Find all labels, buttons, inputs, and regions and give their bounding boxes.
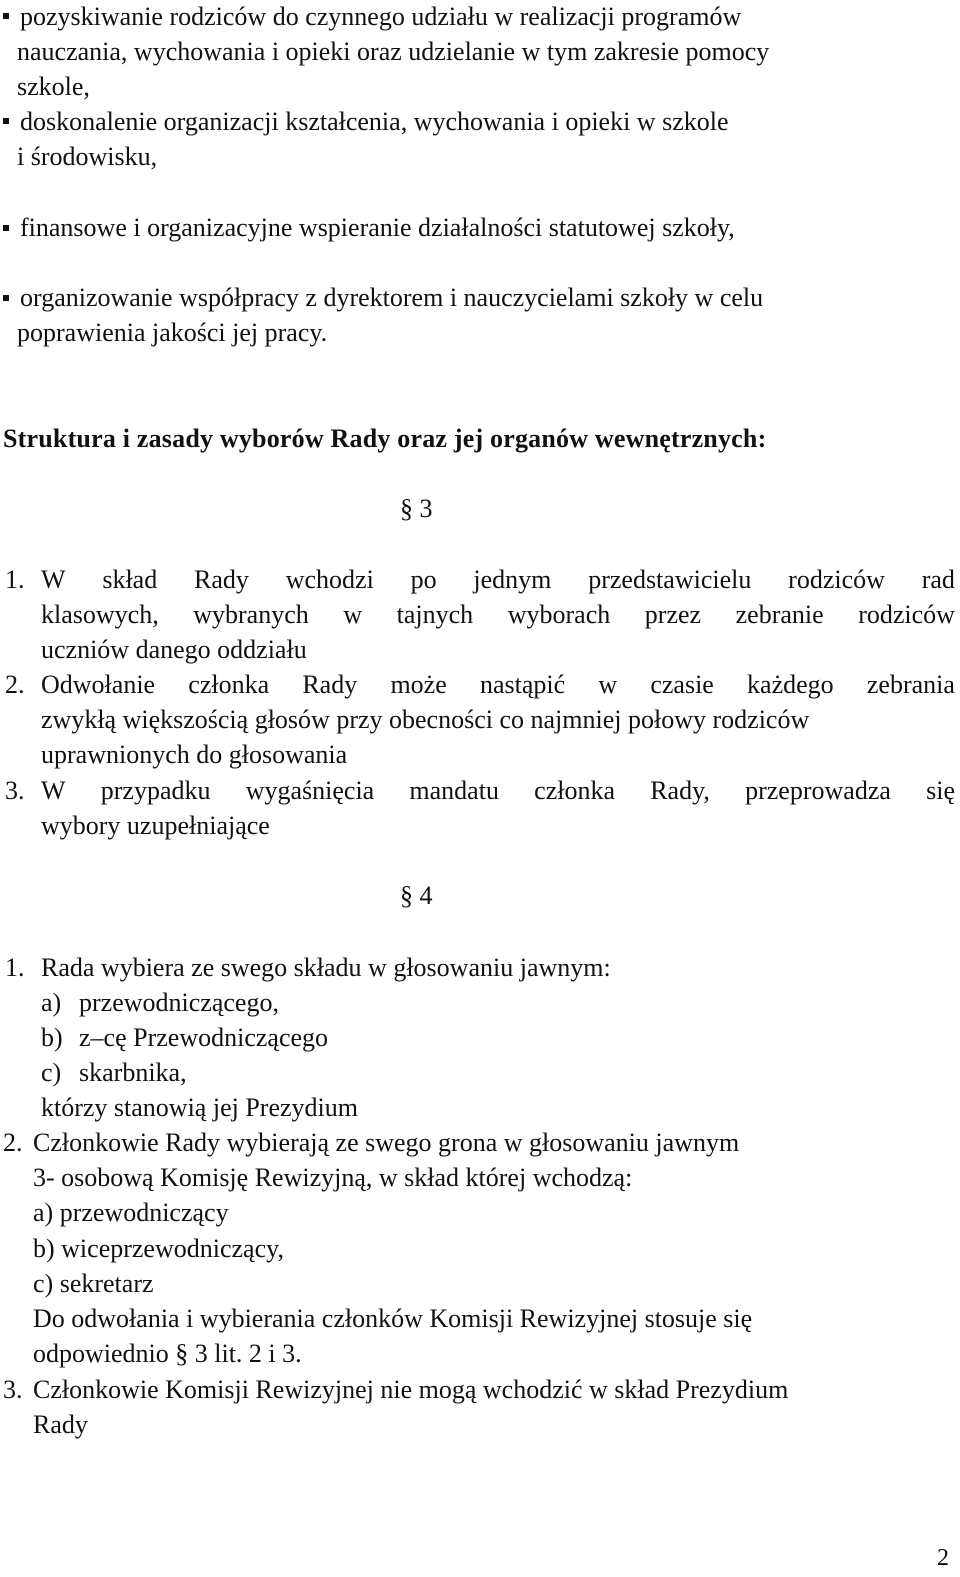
text-word: w (598, 670, 618, 699)
list-item-line: a) przewodniczący (33, 1198, 229, 1227)
text-word: może (390, 670, 447, 699)
list-item-line: c) sekretarz (33, 1269, 154, 1298)
text-word: każdego (747, 670, 834, 699)
list-number: 3. (3, 1375, 23, 1404)
list-item-line: Członkowie Rady wybierają ze swego grona w głosowaniu jawnym (33, 1128, 740, 1157)
text-word: W (41, 776, 66, 805)
text-word: klasowych, (41, 600, 159, 629)
list-item-line (41, 602, 955, 628)
page-number: 2 (937, 1545, 949, 1571)
text-word: jednym (473, 565, 552, 594)
text-word: Rady (302, 670, 358, 699)
list-item-line: zwykłą większością głosów przy obecności co najmniej połowy rodziców (41, 705, 810, 734)
list-item-line: odpowiednio § 3 lit. 2 i 3. (33, 1339, 302, 1368)
bullet-line: nauczania, wychowania i opieki oraz udzielanie w tym zakresie pomocy (17, 37, 770, 66)
text-word: rodziców (858, 600, 955, 629)
list-item-line: b) wiceprzewodniczący, (33, 1234, 284, 1263)
text-word: po (410, 565, 437, 594)
list-number: 2. (3, 1128, 23, 1157)
text-word: przez (644, 600, 702, 629)
text-word: członka (534, 776, 615, 805)
text-word: członka (188, 670, 270, 699)
list-number: 1. (5, 565, 25, 594)
text-word: Rady (194, 565, 249, 594)
paragraph-mark-4: § 4 (400, 881, 433, 910)
sub-item: przewodniczącego, (79, 988, 279, 1017)
bullet-marker (3, 225, 9, 231)
bullet-marker (3, 295, 9, 301)
list-number: 2. (5, 670, 25, 699)
text-word: skład (102, 565, 158, 594)
text-word: rad (921, 565, 955, 594)
sub-label: b) (41, 1023, 63, 1052)
list-item-line: Do odwołania i wybierania członków Komisji Rewizyjnej stosuje się (33, 1304, 753, 1333)
list-item-line (41, 778, 955, 804)
text-word: tajnych (396, 600, 474, 629)
list-item-line: Rada wybiera ze swego składu w głosowaniu jawnym: (41, 953, 611, 982)
sub-label: c) (41, 1058, 62, 1087)
bullet-marker (3, 13, 9, 19)
text-word: wchodzi (285, 565, 374, 594)
text-w: W (41, 565, 66, 594)
list-item-line: 3- osobową Komisję Rewizyjną, w skład której wchodzą: (33, 1163, 633, 1192)
paragraph-mark-3: § 3 (400, 494, 433, 523)
bullet-line: pozyskiwanie rodziców do czynnego udziału w realizacji programów (20, 2, 742, 31)
text-word: rodziców (788, 565, 885, 594)
list-item-line: którzy stanowią jej Prezydium (41, 1093, 358, 1122)
bullet-line: doskonalenie organizacji kształcenia, wychowania i opieki w szkole (20, 107, 729, 136)
text-word: przeprowadza (745, 776, 891, 805)
text-word: Odwołanie (41, 670, 156, 699)
bullet-line: poprawienia jakości jej pracy. (17, 318, 328, 347)
list-item-line: Rady (33, 1410, 88, 1439)
text-word: czasie (650, 670, 714, 699)
text-word: mandatu (409, 776, 499, 805)
text-word: wygaśnięcia (245, 776, 375, 805)
sub-item: z–cę Przewodniczącego (79, 1023, 329, 1052)
bullet-line: i środowisku, (17, 142, 158, 171)
text-word: przedstawicielu (588, 565, 752, 594)
list-item-line (41, 567, 955, 593)
text-word: zebranie (735, 600, 824, 629)
bullet-marker (3, 118, 9, 124)
list-item-line: uprawnionych do głosowania (41, 740, 348, 769)
text-word: Rady, (650, 776, 710, 805)
text-word: wybranych (193, 600, 309, 629)
bullet-line: szkole, (17, 72, 90, 101)
text-word: zebrania (866, 670, 955, 699)
text-word: wyborach (507, 600, 611, 629)
list-number: 1. (5, 953, 25, 982)
bullet-line: finansowe i organizacyjne wspieranie działalności statutowej szkoły, (20, 213, 735, 242)
text-word: się (926, 776, 955, 805)
text-word: przypadku (100, 776, 211, 805)
list-item-line (41, 672, 955, 698)
sub-label: a) (41, 988, 62, 1017)
sub-item: skarbnika, (79, 1058, 187, 1087)
list-number: 3. (5, 776, 25, 805)
list-item-line: wybory uzupełniające (41, 811, 270, 840)
text-word: nastąpić (479, 670, 566, 699)
text-word: w (343, 600, 363, 629)
bullet-line: organizowanie współpracy z dyrektorem i nauczycielami szkoły w celu (20, 283, 764, 312)
section-heading: Struktura i zasady wyborów Rady oraz jej organów wewnętrznych: (3, 424, 767, 453)
list-item-line: uczniów danego oddziału (41, 635, 307, 664)
list-item-line: Członkowie Komisji Rewizyjnej nie mogą wchodzić w skład Prezydium (33, 1375, 789, 1404)
